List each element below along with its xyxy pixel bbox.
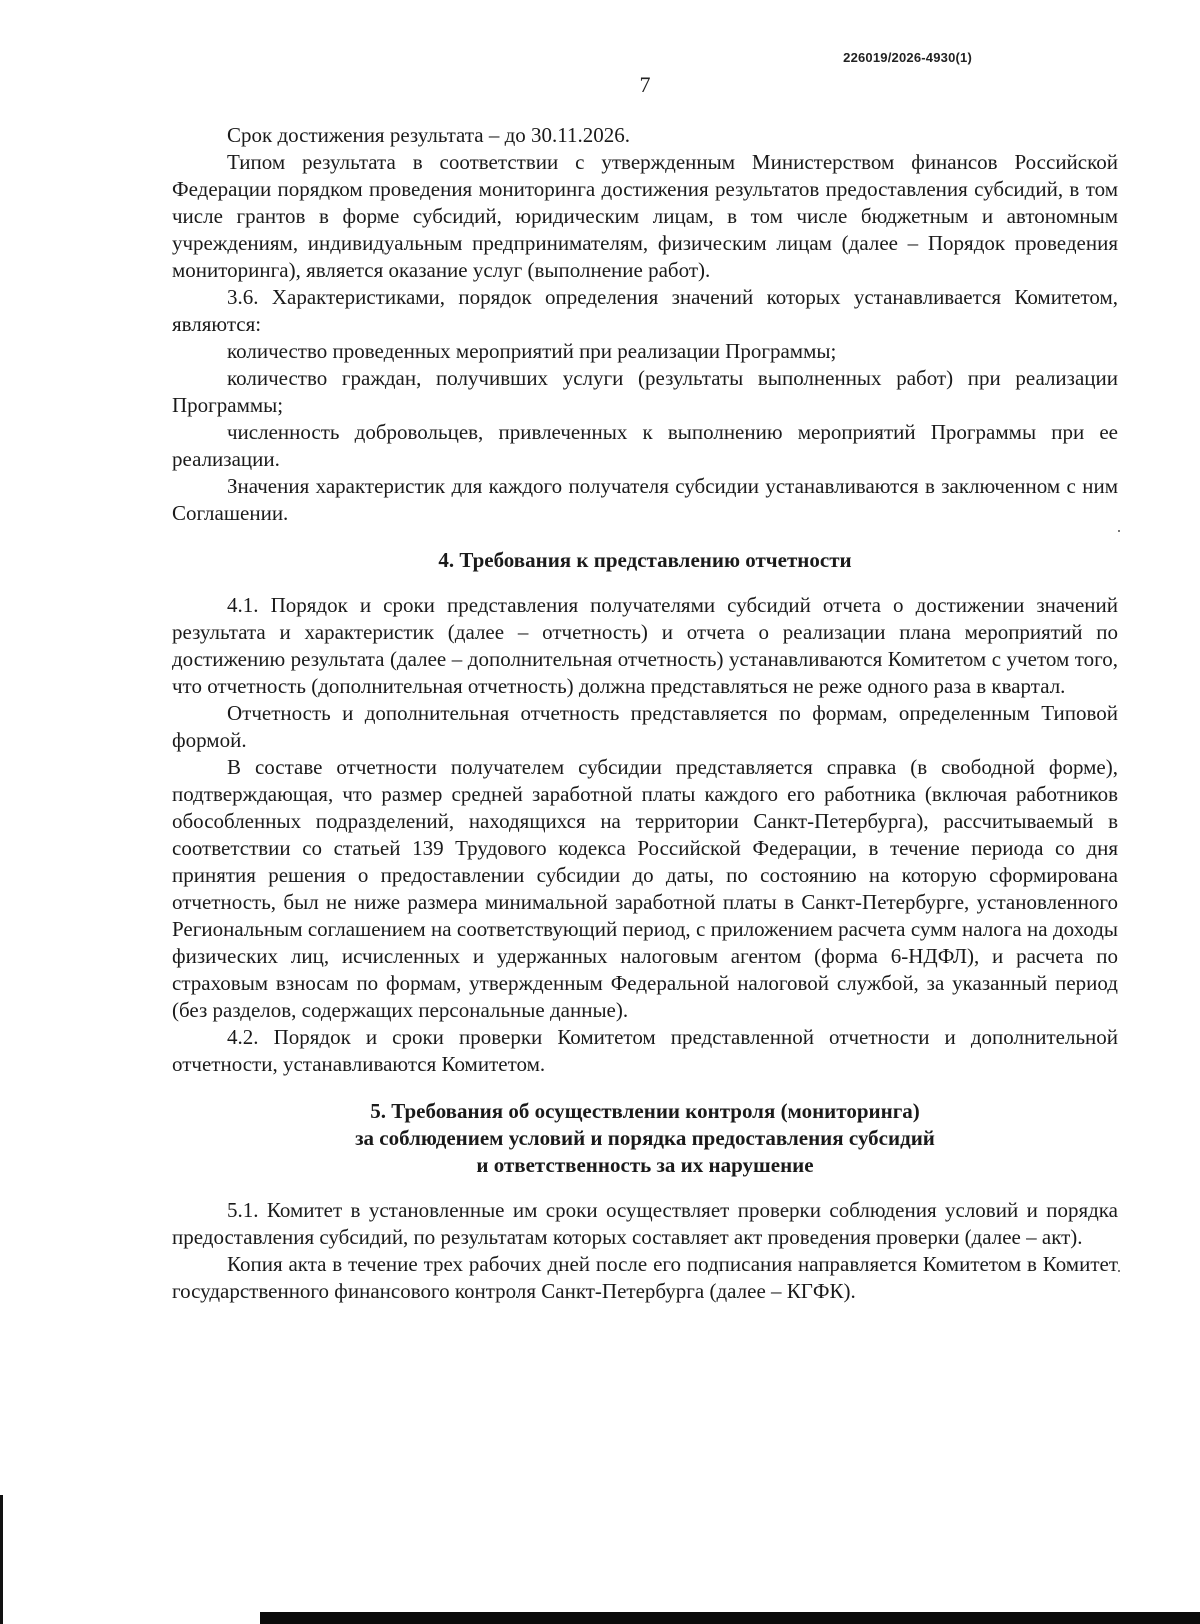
document-body: [172, 122, 1118, 1305]
paragraph: 3.6. Характеристиками, порядок определения значений которых устанавливается Комитетом, являются:: [172, 285, 1118, 336]
scan-speck: [1118, 1270, 1120, 1272]
paragraph: Копия акта в течение трех рабочих дней после его подписания направляется Комитетом в Комитет государственного финансового контроля Санкт-Петербурга (далее – КГФК).: [172, 1252, 1118, 1303]
paragraph: В составе отчетности получателем субсидии представляется справка (в свободной форме), подтверждающая, что размер средней заработной платы каждого его работника (включая работников обособленных подразделений, находящихся на территории Санкт-Петербурга), рассчитываемый в соответствии со статьей 139 Трудового кодекса Российской Федерации, в течение периода со дня принятия решения о предоставлении субсидии до даты, по состоянию на которую сформирована отчетность, был не ниже размера минимальной заработной платы в Санкт-Петербурге, установленного Региональным соглашением на соответствующий период, с приложением расчета сумм налога на доходы физических лиц, исчисленных и удержанных налоговым агентом (форма 6-НДФЛ), и расчета по страховым взносам по формам, утвержденным Федеральной налоговой службой, за указанный период (без разделов, содержащих персональные данные).: [172, 755, 1118, 1022]
paragraph: 4.1. Порядок и сроки представления получателями субсидий отчета о достижении значений результата и характеристик (далее – отчетность) и отчета о реализации плана мероприятий по достижению результата (далее – дополнительная отчетность) устанавливаются Комитетом с учетом того, что отчетность (дополнительная отчетность) должна представляться не реже одного раза в квартал.: [172, 593, 1118, 698]
paragraph: 4.2. Порядок и сроки проверки Комитетом представленной отчетности и дополнительной отчетности, устанавливаются Комитетом.: [172, 1025, 1118, 1076]
paragraph: численность добровольцев, привлеченных к выполнению мероприятий Программы при ее реализации.: [172, 420, 1118, 471]
section-5-title-line: 5. Требования об осуществлении контроля (мониторинга): [370, 1099, 920, 1123]
scan-edge-artifact: [0, 1495, 3, 1624]
section-5-title-line: за соблюдением условий и порядка предоставления субсидий: [355, 1126, 935, 1150]
section-5-title-line: и ответственность за их нарушение: [476, 1153, 814, 1177]
paragraph: Типом результата в соответствии с утвержденным Министерством финансов Российской Федерации порядком проведения мониторинга достижения результатов предоставления субсидий, в том числе грантов в форме субсидий, юридическим лицам, в том числе бюджетным и автономным учреждениям, индивидуальным предпринимателям, физическим лицам (далее – Порядок проведения мониторинга), является оказание услуг (выполнение работ).: [172, 150, 1118, 282]
paragraph: Отчетность и дополнительная отчетность представляется по формам, определенным Типовой формой.: [172, 701, 1118, 752]
section-5-heading: [172, 1098, 1118, 1179]
section-4-heading: [172, 547, 1118, 574]
scan-speck: [1118, 530, 1120, 532]
page-number: 7: [639, 72, 651, 97]
paragraph: Срок достижения результата – до 30.11.2026.: [227, 123, 630, 147]
section-4-title: 4. Требования к представлению отчетности: [438, 548, 852, 572]
paragraph: 5.1. Комитет в установленные им сроки осуществляет проверки соблюдения условий и порядка предоставления субсидий, по результатам которых составляет акт проведения проверки (далее – акт).: [172, 1198, 1118, 1249]
paragraph: количество проведенных мероприятий при реализации Программы;: [227, 339, 837, 363]
paragraph: количество граждан, получивших услуги (результаты выполненных работ) при реализации Программы;: [172, 366, 1118, 417]
paragraph: Значения характеристик для каждого получателя субсидии устанавливаются в заключенном с ним Соглашении.: [172, 474, 1118, 525]
document-registration-number: 226019/2026-4930(1): [843, 50, 972, 65]
scan-edge-artifact: [260, 1612, 1200, 1624]
